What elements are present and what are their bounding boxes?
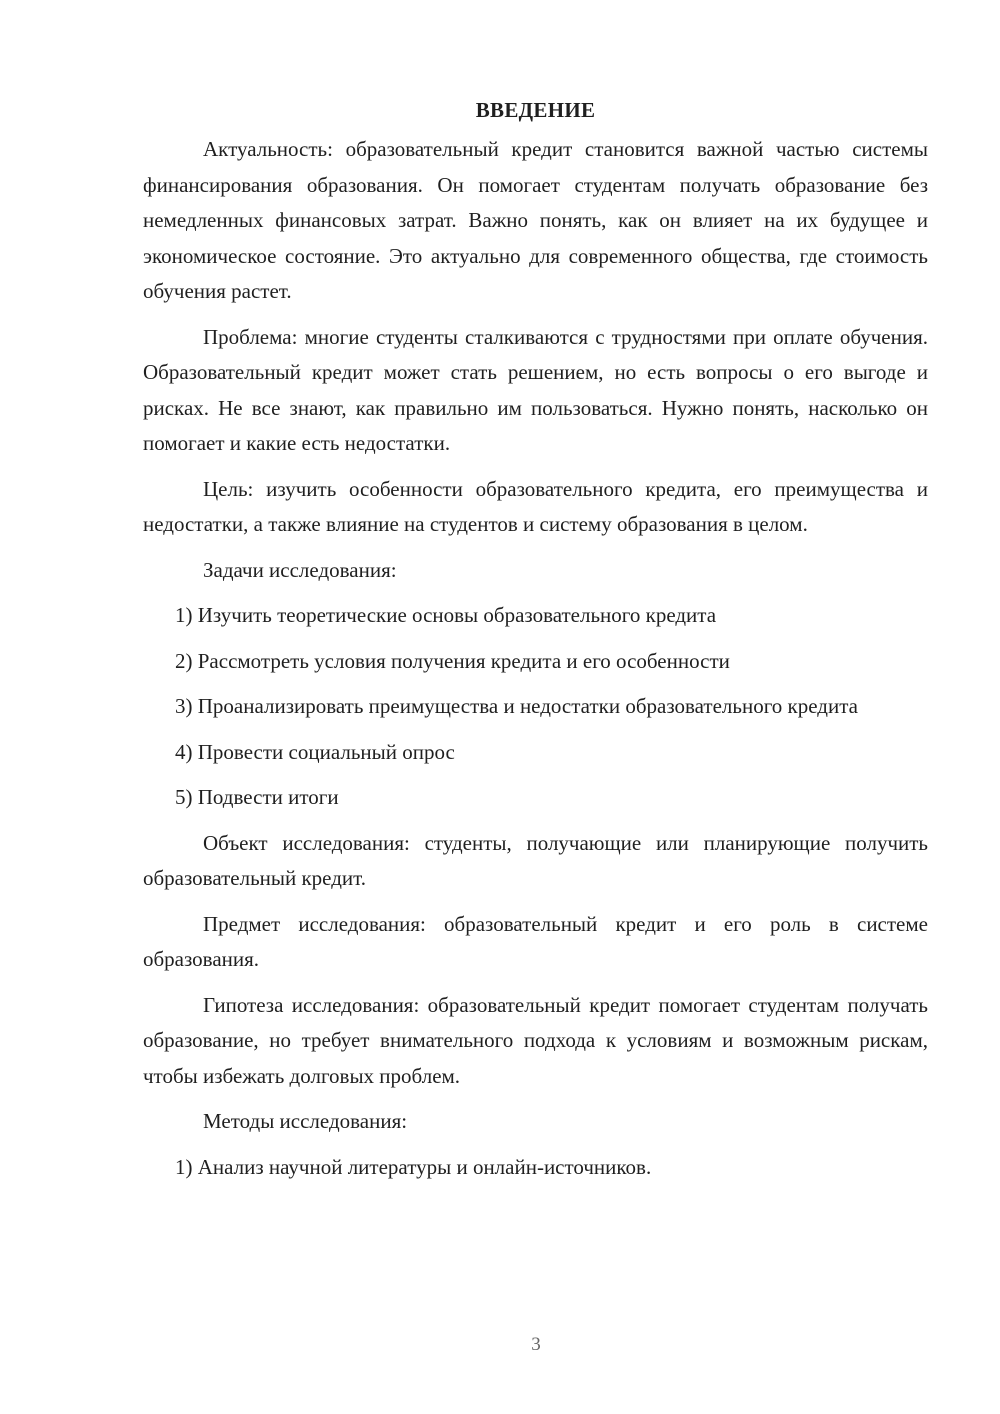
- document-page: [143, 93, 928, 1195]
- paragraph-problem: Проблема: многие студенты сталкиваются с трудностями при оплате обучения. Образовательный кредит может стать решением, но есть вопросы о его выгоде и рисках. Не все знают, как правильно им пользоваться. Нужно понять, насколько он помогает и какие есть недостатки.: [143, 324, 928, 455]
- task-item-1: 1) Изучить теоретические основы образовательного кредита: [175, 603, 717, 627]
- paragraph-object: Объект исследования: студенты, получающие или планирующие получить образовательный кредит.: [143, 830, 928, 890]
- document-title: ВВЕДЕНИЕ: [475, 98, 596, 122]
- methods-label: Методы исследования:: [203, 1109, 408, 1133]
- task-item-2: 2) Рассмотреть условия получения кредита и его особенности: [175, 648, 730, 673]
- tasks-label: Задачи исследования:: [203, 557, 397, 582]
- paragraph-subject: Предмет исследования: образовательный кредит и его роль в системе образования.: [143, 911, 928, 971]
- page-number: 3: [531, 1334, 541, 1355]
- task-item-5: 5) Подвести итоги: [175, 785, 339, 809]
- paragraph-relevance: Актуальность: образовательный кредит становится важной частью системы финансирования образования. Он помогает студентам получать образование без немедленных финансовых затрат. Важно понять, как он влияет на их будущее и экономическое состояние. Это актуально для современного общества, где стоимость обучения растет.: [143, 137, 928, 303]
- method-item-1: 1) Анализ научной литературы и онлайн-источников.: [175, 1154, 652, 1179]
- paragraph-hypothesis: Гипотеза исследования: образовательный кредит помогает студентам получать образование, но требует внимательного подхода к условиям и возможным рискам, чтобы избежать долговых проблем.: [143, 992, 928, 1088]
- task-item-4: 4) Провести социальный опрос: [175, 739, 455, 764]
- task-item-3: 3) Проанализировать преимущества и недостатки образовательного кредита: [175, 694, 858, 718]
- paragraph-goal: Цель: изучить особенности образовательного кредита, его преимущества и недостатки, а также влияние на студентов и систему образования в целом.: [143, 476, 928, 536]
